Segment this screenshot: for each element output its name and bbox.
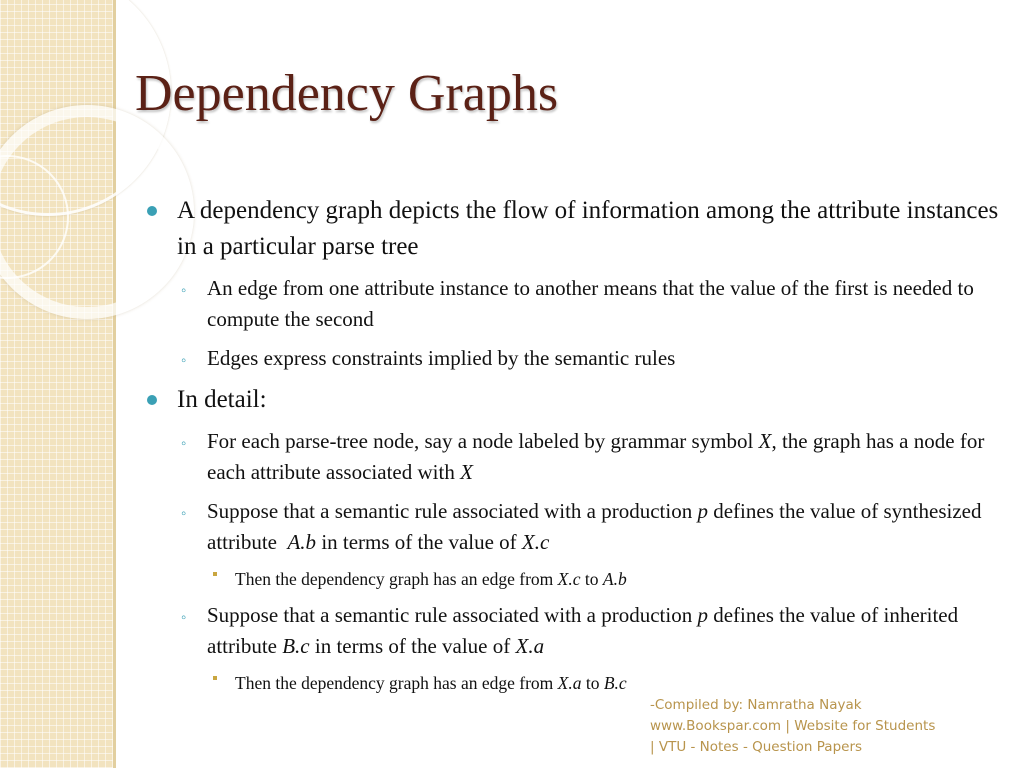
ring-bullet-icon: ◦ — [181, 506, 187, 522]
bullet-item — [145, 193, 1020, 265]
ring-bullet-icon: ◦ — [181, 283, 187, 299]
square-bullet-icon — [213, 572, 217, 576]
credit-line: -Compiled by: Namratha Nayak — [650, 697, 862, 713]
credit-line: www.Bookspar.com | Website for Students — [650, 718, 936, 734]
sub-sub-bullet-item — [145, 670, 1020, 696]
sub-bullet-item — [145, 600, 1020, 662]
ring-bullet-icon: ◦ — [181, 353, 187, 369]
sub-bullet-text: Edges express constraints implied by the semantic rules — [207, 346, 676, 370]
sub-bullet-text: Suppose that a semantic rule associated with a production p defines the value of synthesized attribute A.b in terms of the value of X.c — [207, 499, 987, 554]
bullet-dot-icon — [147, 395, 157, 405]
bullet-text: A dependency graph depicts the flow of information among the attribute instances in a particular parse tree — [177, 197, 999, 260]
slide-title: Dependency Graphs — [135, 65, 559, 122]
sub-sub-bullet-text: Then the dependency graph has an edge from X.c to A.b — [235, 569, 627, 589]
bullet-dot-icon — [147, 206, 157, 216]
sub-bullet-text: For each parse-tree node, say a node labeled by grammar symbol X, the graph has a node for each attribute associated with X — [207, 429, 985, 484]
sub-bullet-item — [145, 426, 1020, 488]
sub-bullet-text: An edge from one attribute instance to another means that the value of the first is needed to compute the second — [207, 276, 974, 331]
sub-bullet-text: Suppose that a semantic rule associated with a production p defines the value of inherited attribute B.c in terms of the value of X.a — [207, 603, 959, 658]
sub-sub-bullet-item — [145, 566, 1020, 592]
credit-line: | VTU - Notes - Question Papers — [650, 739, 863, 755]
ring-bullet-icon: ◦ — [181, 436, 187, 452]
sub-sub-bullet-text: Then the dependency graph has an edge from X.a to B.c — [235, 673, 627, 693]
sub-bullet-item — [145, 496, 1020, 558]
bullet-item — [145, 382, 1020, 418]
sub-bullet-item — [145, 343, 1020, 374]
footer-credit — [650, 695, 935, 758]
slide-body — [145, 193, 1020, 704]
sub-bullet-item — [145, 273, 1020, 335]
bullet-text: In detail: — [177, 386, 267, 413]
square-bullet-icon — [213, 676, 217, 680]
ring-bullet-icon: ◦ — [181, 610, 187, 626]
